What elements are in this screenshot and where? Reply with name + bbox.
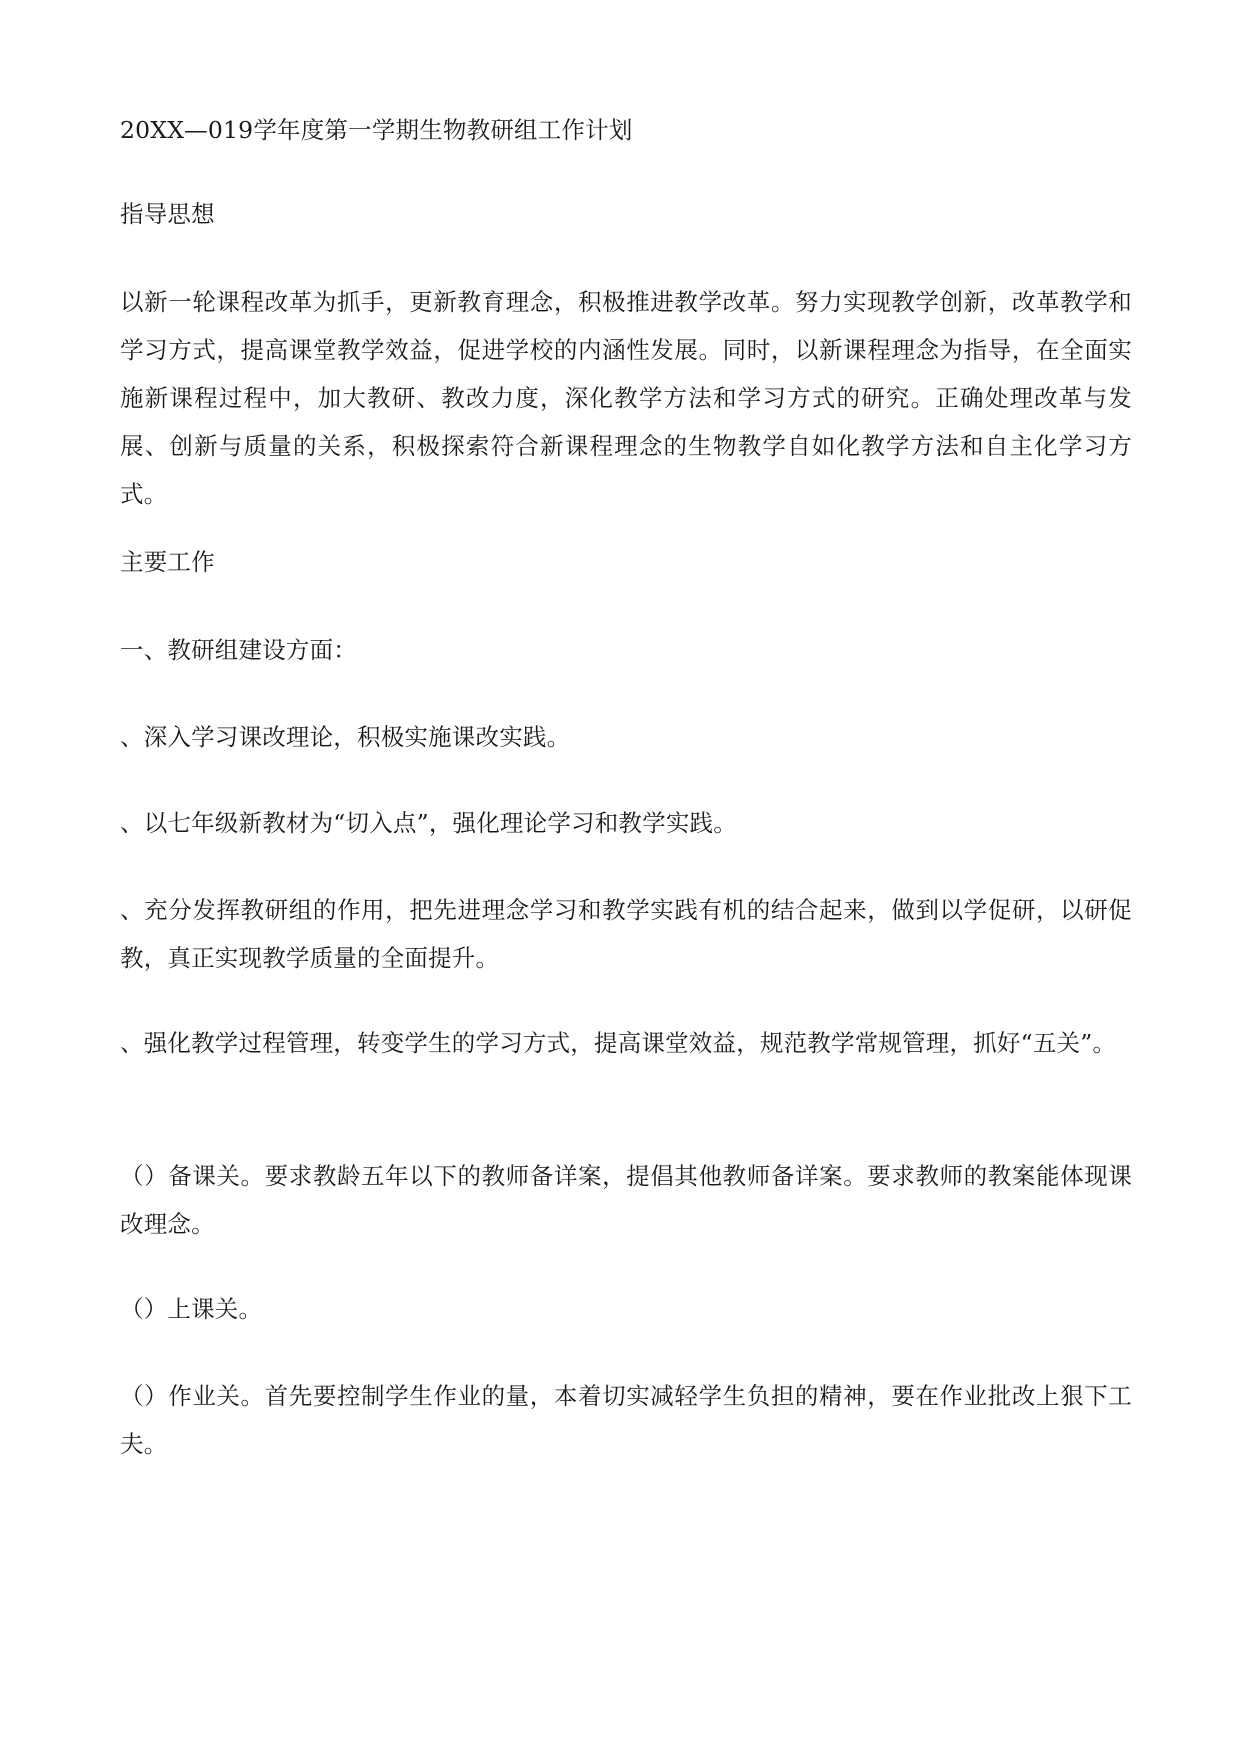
list-item: 、充分发挥教研组的作用，把先进理念学习和教学实践有机的结合起来，做到以学促研，以研促教，真正实现教学质量的全面提升。 bbox=[120, 896, 1132, 972]
main-work-heading: 主要工作 bbox=[120, 548, 215, 576]
guiding-text: 以新一轮课程改革为抓手，更新教育理念，积极推进教学改革。努力实现教学创新，改革教学和学习方式，提高课堂教学效益，促进学校的内涵性发展。同时，以新课程理念为指导，在全面实施新课程过程中，加大教研、教改力度，深化教学方法和学习方式的研究。正确处理改革与发展、创新与质量的关系，积极探索符合新课程理念的生物教学自如化教学方法和自主化学习方式。 bbox=[120, 288, 1132, 508]
list-item: （）上课关。 bbox=[120, 1295, 263, 1323]
list-item: （）备课关。要求教龄五年以下的教师备详案，提倡其他教师备详案。要求教师的教案能体现课改理念。 bbox=[120, 1162, 1132, 1238]
list-item: 、以七年级新教材为“切入点”，强化理论学习和教学实践。 bbox=[120, 809, 737, 837]
list-item: （）作业关。首先要控制学生作业的量，本着切实减轻学生负担的精神，要在作业批改上狠下工夫。 bbox=[120, 1382, 1132, 1458]
list-item: 、强化教学过程管理，转变学生的学习方式，提高课堂效益，规范教学常规管理，抓好“五关”。 bbox=[120, 1029, 1117, 1057]
list-item: 、深入学习课改理论，积极实施课改实践。 bbox=[120, 723, 571, 751]
guiding-heading: 指导思想 bbox=[120, 200, 215, 228]
document-title: 20XX—019学年度第一学期生物教研组工作计划 bbox=[120, 116, 633, 144]
part-one-heading: 一、教研组建设方面： bbox=[120, 636, 357, 664]
